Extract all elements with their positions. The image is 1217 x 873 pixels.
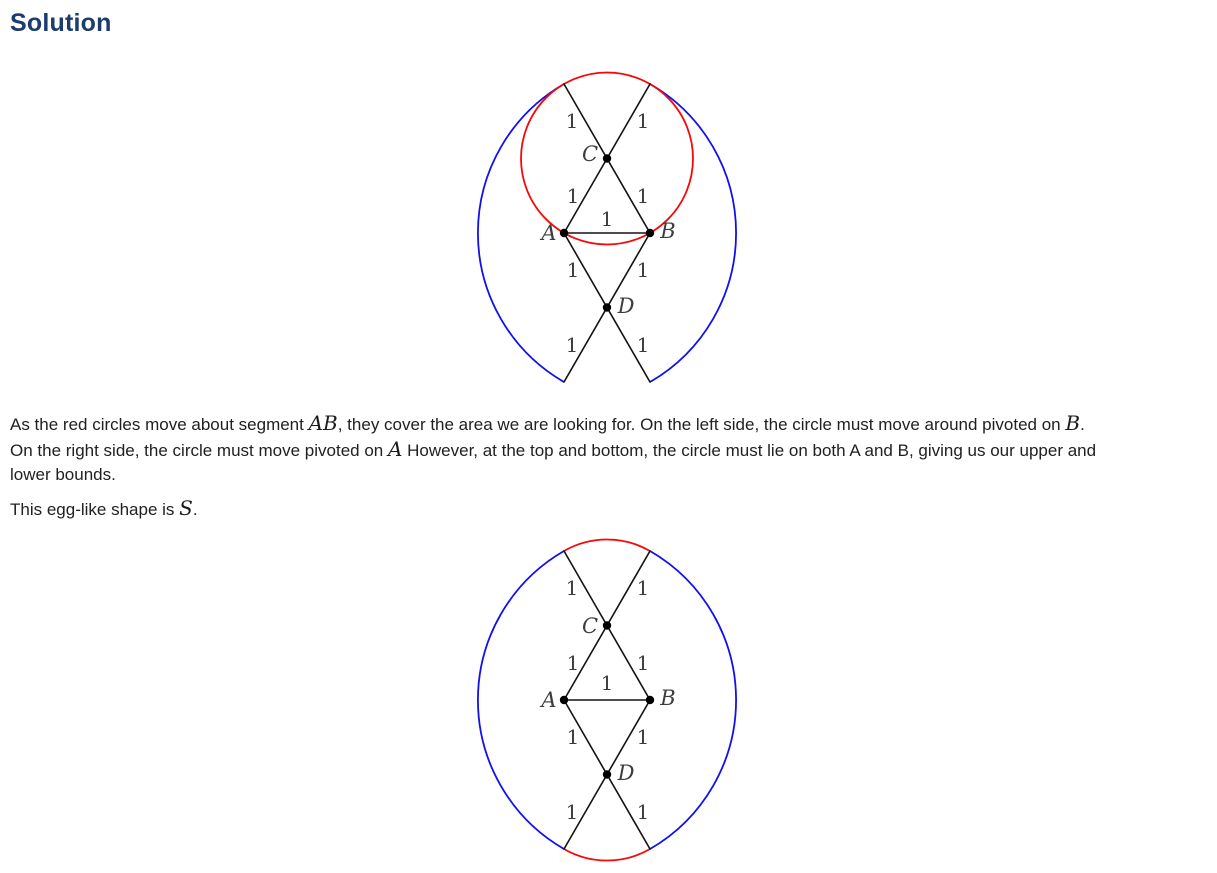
fig1-label-B: B: [660, 219, 676, 243]
fig2-label-A: A: [541, 688, 557, 712]
fig1-unit-AB: 1: [600, 207, 614, 231]
fig2-point-B: [646, 696, 654, 704]
fig1-point-B: [646, 229, 654, 237]
math-B: B: [1065, 411, 1081, 435]
figure-top-circle-diagram: [450, 58, 765, 400]
fig2-red-arc-bottom: [564, 849, 650, 861]
fig1-point-A: [560, 229, 568, 237]
text-run: .: [192, 500, 198, 519]
fig2-unit-lower-right: 1: [636, 800, 650, 824]
fig2-label-B: B: [660, 686, 676, 710]
fig1-unit-AC: 1: [566, 184, 580, 208]
fig2-unit-AB: 1: [600, 671, 614, 695]
text-run: This egg-like shape is: [10, 500, 180, 519]
paragraph-line-1: [10, 410, 1096, 436]
fig1-point-C: [603, 154, 611, 162]
fig2-unit-lower-left: 1: [565, 800, 579, 824]
math-A: A: [387, 437, 403, 461]
fig1-unit-BD: 1: [636, 258, 650, 282]
text-run: As the red circles move about segment: [10, 415, 309, 434]
fig1-unit-upper-left: 1: [565, 109, 579, 133]
fig2-label-C: C: [581, 614, 599, 638]
text-run: lower bounds.: [10, 465, 116, 484]
fig2-unit-AD: 1: [566, 725, 580, 749]
text-run: , they cover the area we are looking for. On the left side, the circle must move around pivoted on: [337, 415, 1066, 434]
fig1-unit-lower-right: 1: [636, 333, 650, 357]
fig1-unit-lower-left: 1: [565, 333, 579, 357]
fig1-label-D: D: [617, 294, 635, 318]
fig2-point-C: [603, 621, 611, 629]
math-AB: AB: [308, 411, 338, 435]
page-title: Solution: [10, 9, 112, 37]
fig2-red-arc-top: [564, 539, 650, 551]
text-run: On the right side, the circle must move pivoted on: [10, 441, 388, 460]
paragraph-line-2: [10, 436, 1096, 462]
fig2-unit-upper-right: 1: [636, 576, 650, 600]
solution-paragraph: [10, 410, 1096, 488]
fig1-unit-upper-right: 1: [636, 109, 650, 133]
fig2-point-D: [603, 770, 611, 778]
fig2-label-D: D: [617, 761, 635, 785]
paragraph-line-4: [10, 495, 198, 521]
fig2-unit-AC: 1: [566, 651, 580, 675]
text-run: .: [1080, 415, 1085, 434]
fig1-point-D: [603, 303, 611, 311]
fig2-unit-BD: 1: [636, 725, 650, 749]
fig1-label-A: A: [541, 221, 557, 245]
figure-egg-shape-diagram: [450, 533, 765, 869]
egg-shape-paragraph: [10, 495, 198, 521]
fig1-unit-AD: 1: [566, 258, 580, 282]
fig1-label-C: C: [581, 142, 599, 166]
fig2-unit-upper-left: 1: [565, 576, 579, 600]
math-S: S: [179, 496, 193, 520]
paragraph-line-3: [10, 462, 1096, 488]
text-run: However, at the top and bottom, the circle must lie on both A and B, giving us our upper and: [402, 441, 1097, 460]
fig1-unit-BC: 1: [636, 184, 650, 208]
fig2-point-A: [560, 696, 568, 704]
fig2-unit-BC: 1: [636, 651, 650, 675]
